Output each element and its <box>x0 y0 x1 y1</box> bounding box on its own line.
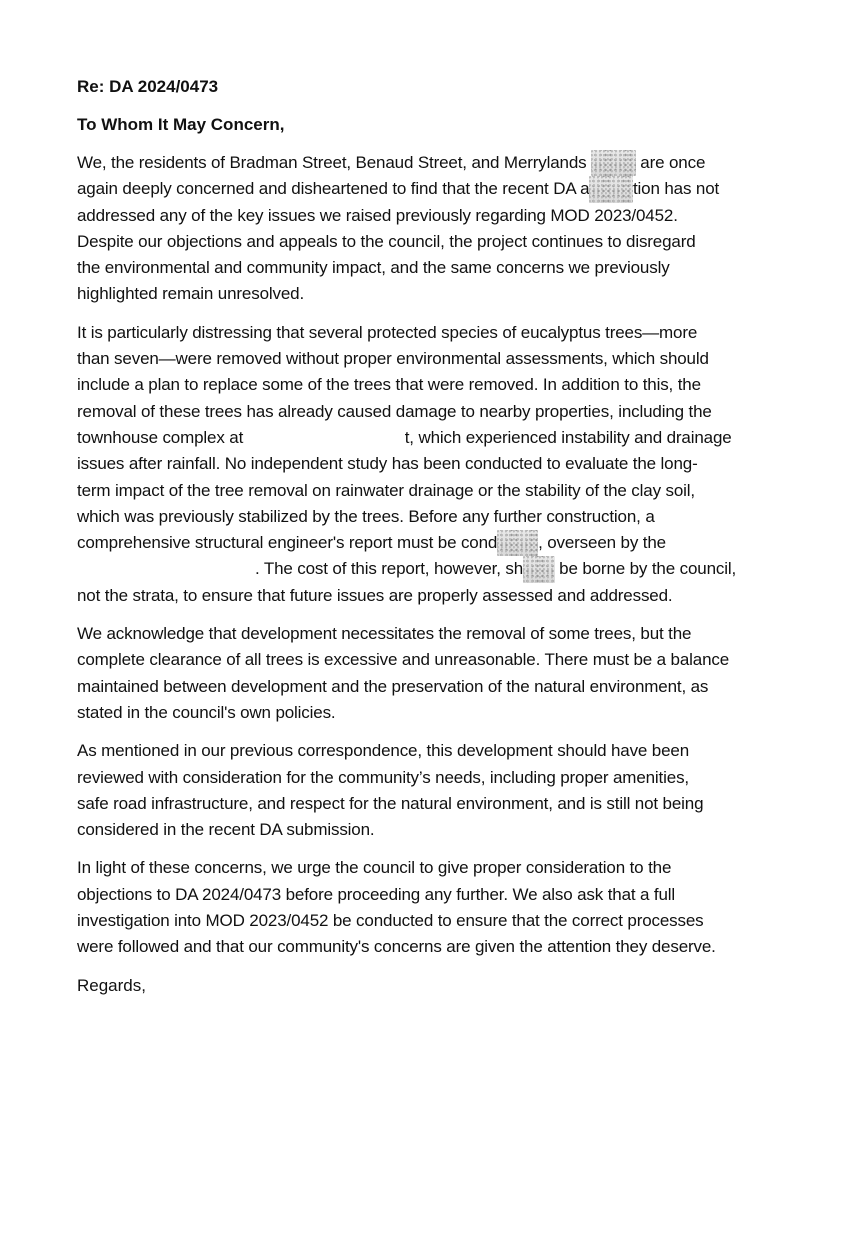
text-line: the environmental and community impact, and the same concerns we previously <box>77 258 670 278</box>
text-line: investigation into MOD 2023/0452 be conducted to ensure that the correct processes <box>77 911 704 931</box>
paragraph-1 <box>77 150 782 308</box>
text-line: reviewed with consideration for the community’s needs, including proper amenities, <box>77 767 689 787</box>
text-line: again deeply concerned and disheartened to find that the recent DA a tion has not <box>77 176 782 202</box>
letter-page <box>77 74 782 999</box>
text-line: maintained between development and the preservation of the natural environment, as <box>77 676 709 696</box>
redacted-text <box>497 530 538 556</box>
text-line: It is particularly distressing that several protected species of eucalyptus trees—more <box>77 322 698 342</box>
paragraph-5 <box>77 855 782 960</box>
text-line: than seven—were removed without proper environmental assessments, which should <box>77 349 709 369</box>
redacted-name <box>77 556 255 582</box>
text-line: comprehensive structural engineer's report must be cond , overseen by the <box>77 530 782 556</box>
text-line: issues after rainfall. No independent study has been conducted to evaluate the long- <box>77 454 698 474</box>
text-line: removal of these trees has already caused damage to nearby properties, including the <box>77 401 712 421</box>
text-line: As mentioned in our previous correspondence, this development should have been <box>77 741 690 761</box>
text-line: townhouse complex at t, which experienced instability and drainage <box>77 425 782 451</box>
paragraph-3 <box>77 621 782 726</box>
redacted-text <box>523 556 555 582</box>
redacted-address <box>248 425 405 451</box>
text-line: We acknowledge that development necessitates the removal of some trees, but the <box>77 624 692 644</box>
text-line: which was previously stabilized by the trees. Before any further construction, a <box>77 506 655 526</box>
text-line: not the strata, to ensure that future issues are properly assessed and addressed. <box>77 585 673 605</box>
text-line: addressed any of the key issues we raised previously regarding MOD 2023/0452. <box>77 205 678 225</box>
salutation: To Whom It May Concern, <box>77 115 285 134</box>
paragraph-4 <box>77 738 782 843</box>
redacted-text <box>591 150 636 176</box>
text-line: were followed and that our community's concerns are given the attention they deserve. <box>77 937 716 957</box>
text-line: In light of these concerns, we urge the council to give proper consideration to the <box>77 858 672 878</box>
redacted-text <box>589 176 633 202</box>
text-line: Despite our objections and appeals to the council, the project continues to disregard <box>77 231 696 251</box>
text-line: complete clearance of all trees is excessive and unreasonable. There must be a balance <box>77 650 730 670</box>
text-line: . The cost of this report, however, sh be borne by the council, <box>77 556 782 582</box>
text-line: objections to DA 2024/0473 before proceeding any further. We also ask that a full <box>77 884 676 904</box>
reference-heading: Re: DA 2024/0473 <box>77 77 219 96</box>
text-line: considered in the recent DA submission. <box>77 820 375 840</box>
text-line: stated in the council's own policies. <box>77 702 336 722</box>
text-line: term impact of the tree removal on rainwater drainage or the stability of the clay soil, <box>77 480 695 500</box>
paragraph-2 <box>77 320 782 609</box>
text-line: highlighted remain unresolved. <box>77 284 305 304</box>
text-line: safe road infrastructure, and respect for the natural environment, and is still not being <box>77 793 704 813</box>
text-line: include a plan to replace some of the trees that were removed. In addition to this, the <box>77 375 701 395</box>
text-line: We, the residents of Bradman Street, Benaud Street, and Merrylands are once <box>77 150 782 176</box>
closing: Regards, <box>77 975 146 995</box>
